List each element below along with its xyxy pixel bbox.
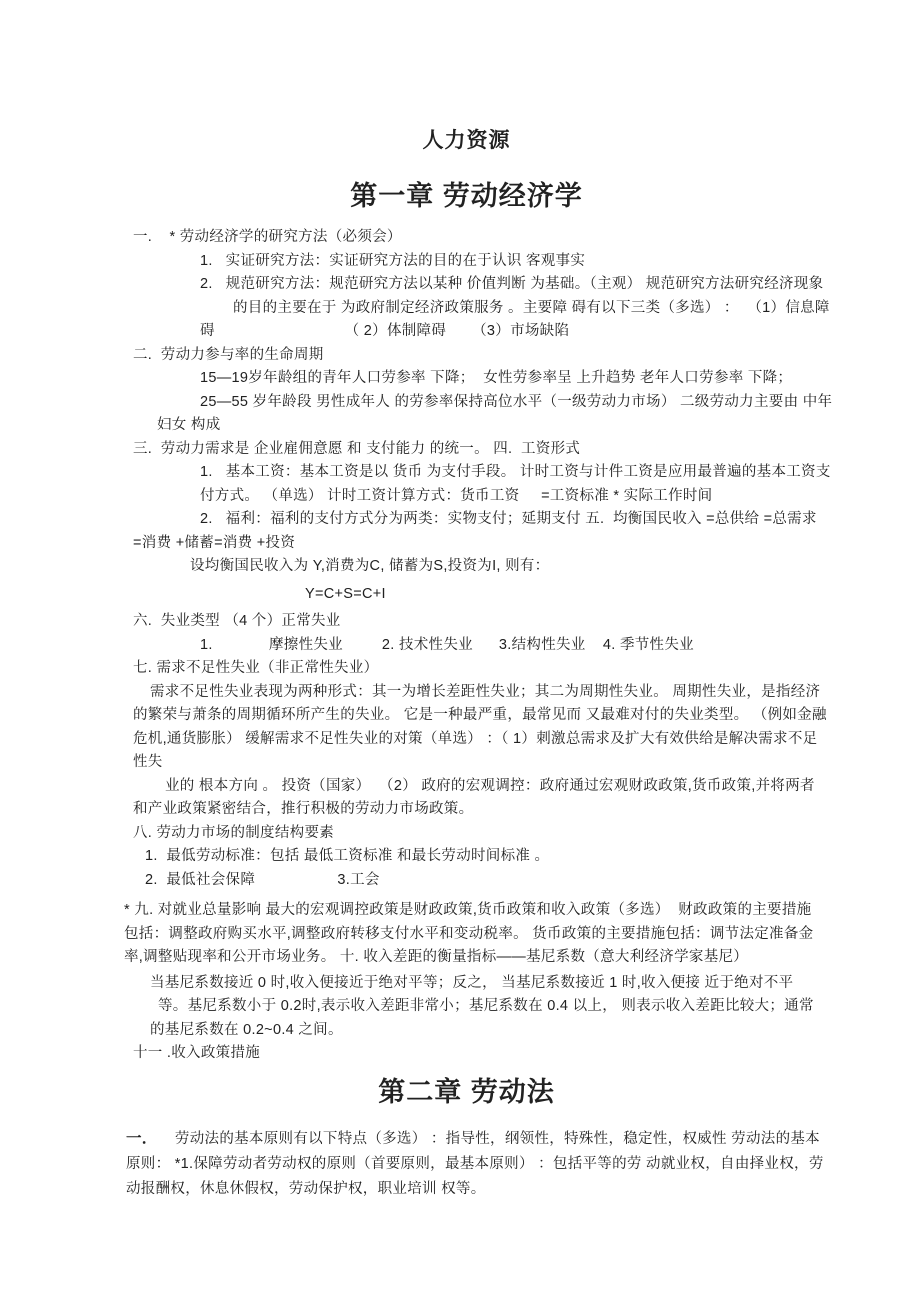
text-line: 率,调整贴现率和公开市场业务。 十. 收入差距的衡量指标——基尼系数（意大利经济学家基尼） [124, 949, 749, 965]
text-line: 包括：调整政府购买水平,调整政府转移支付水平和变动税率。 货币政策的主要措施包括：调节法定准备金 [124, 925, 814, 942]
text-line: 的基尼系数在 0.2~0.4 之间。 [150, 1021, 343, 1038]
text-line: 业的 根本方向 。 投资（国家） （2） 政府的宏观调控：政府通过宏观财政政策,货币政策,并将两者 [165, 777, 815, 794]
section-label: 一． [126, 1129, 158, 1147]
chapter1-heading: 第一章 劳动经济学 [350, 181, 583, 211]
text-line: 25—55 岁年龄段 男性成年人 的劳参率保持高位水平（一级劳动力市场） 二级劳动力主要由 中年 [200, 393, 833, 410]
text-line: 2. 最低社会保障 3.工会 [145, 871, 380, 888]
text-line: 动报酬权，休息休假权，劳动保护权，职业培训 权等。 [126, 1180, 486, 1197]
section-7-heading: 七. 需求不足性失业（非正常性失业） [133, 660, 379, 676]
section-9-heading: * 九. 对就业总量影响 最大的宏观调控政策是财政政策,货币政策和收入政策（多选） 财政政策的主要措施 [124, 902, 812, 918]
text-line: 2. 规范研究方法：规范研究方法以某种 价值判断 为基础。（主观） 规范研究方法研究经济现象 [200, 276, 824, 292]
section-3-heading: 三. 劳动力需求是 企业雇佣意愿 和 支付能力 的统一。 四. 工资形式 [133, 440, 581, 457]
text-line: 1. 基本工资：基本工资是以 货币 为支付手段。 计时工资与计件工资是应用最普遍的基本工资支 [200, 464, 831, 480]
text-line: 当基尼系数接近 0 时,收入便接近于绝对平等；反之， 当基尼系数接近 1 时,收入便接 近于绝对不平 [150, 974, 794, 991]
text-segment: 劳动法的基本原则有以下特点（多选） ：指导性，纲领性，特殊性，稳定性，权威性 劳动法的基本 [157, 1130, 820, 1147]
text-line: 危机,通货膨胀） 缓解需求不足性失业的对策（单选） ：（ 1）刺激总需求及扩大有效供给是解决需求不足 [133, 730, 818, 747]
text-line: 需求不足性失业表现为两种形式：其一为增长差距性失业；其二为周期性失业。 周期性失业，是指经济 [150, 683, 821, 700]
text-line: 妇女 构成 [157, 417, 221, 433]
text-line: 2. 福利：福利的支付方式分为两类：实物支付；延期支付 五. 均衡国民收入 =总供给 =总需求 [200, 511, 817, 527]
text-line: 1. 摩擦性失业 2. 技术性失业 3.结构性失业 4. 季节性失业 [200, 636, 694, 653]
doc-title: 人力资源 [422, 129, 511, 152]
text-line: 15—19岁年龄组的青年人口劳参率 下降； 女性劳参率呈 上升趋势 老年人口劳参率 下降； [200, 370, 793, 386]
text-line: 和产业政策紧密结合，推行积极的劳动力市场政策。 [133, 801, 474, 817]
text-line: 1. 最低劳动标准：包括 最低工资标准 和最长劳动时间标准 。 [145, 848, 550, 864]
section-2-heading: 二. 劳动力参与率的生命周期 [133, 346, 324, 363]
section-11-heading: 十一 .收入政策措施 [133, 1045, 261, 1061]
text-line: 等。基尼系数小于 0.2时,表示收入差距非常小；基尼系数在 0.4 以上， 则表示收入差距比较大；通常 [158, 998, 814, 1014]
text-line: 设均衡国民收入为 Y,消费为C, 储蓄为S,投资为I, 则有： [190, 558, 550, 574]
section-1-heading: 一. * 劳动经济学的研究方法（必须会） [133, 229, 402, 245]
text-line: 的目的主要在于 为政府制定经济政策服务 。主要障 碍有以下三类（多选） ： （1）信息障 [233, 299, 830, 316]
text-line: 性失 [133, 754, 163, 770]
text-line: 碍 （ 2）体制障碍 （3）市场缺陷 [200, 323, 570, 339]
section-6-heading: 六. 失业类型 （4 个）正常失业 [133, 613, 341, 629]
section-8-heading: 八. 劳动力市场的制度结构要素 [133, 824, 335, 841]
text-line: 1. 实证研究方法：实证研究方法的目的在于认识 客观事实 [200, 252, 586, 269]
text-line: =消费 +储蓄=消费 +投资 [133, 534, 296, 551]
equation-line: Y=C+S=C+I [305, 585, 386, 602]
text-line: 的繁荣与萧条的周期循环所产生的失业。 它是一种最严重，最常见而 又最难对付的失业类型。 （例如金融 [133, 707, 827, 723]
chapter2-heading: 第二章 劳动法 [378, 1076, 555, 1107]
text-line [126, 1126, 820, 1152]
text-line: 付方式。 （单选） 计时工资计算方式：货币工资 =工资标准 * 实际工作时间 [200, 487, 713, 504]
text-line: 原则： *1.保障劳动者劳动权的原则（首要原则，最基本原则） ：包括平等的劳 动就业权，自由择业权，劳 [126, 1155, 824, 1172]
